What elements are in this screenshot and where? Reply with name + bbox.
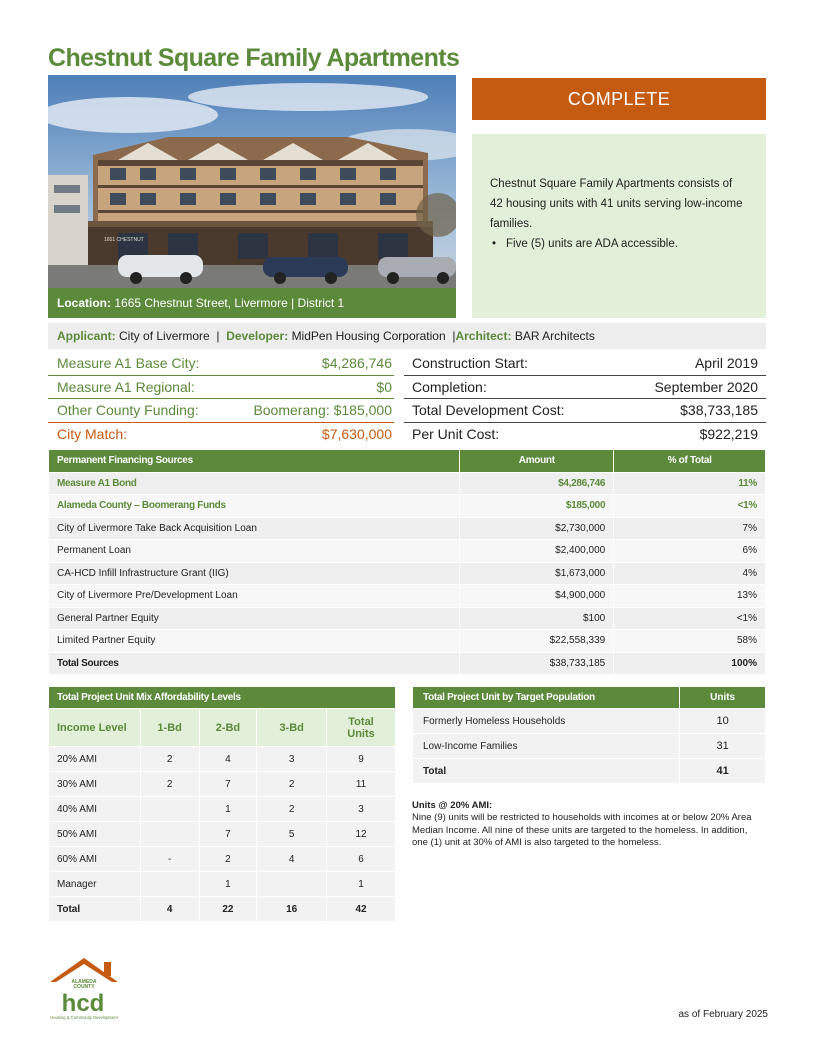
applicant-bar — [48, 323, 766, 349]
project-info-label: Per Unit Cost: — [412, 425, 500, 442]
source-cell: Alameda County – Boomerang Funds — [49, 495, 460, 518]
table-row — [49, 630, 766, 653]
table-cell: Total — [413, 759, 680, 784]
separator: | — [216, 329, 220, 343]
table-row — [49, 517, 766, 540]
table-row — [49, 797, 396, 822]
table-header-row — [49, 709, 396, 747]
pct-cell: 6% — [614, 540, 766, 563]
column-header: Amount — [460, 450, 614, 473]
table-row — [413, 734, 766, 759]
separator: | — [452, 329, 456, 343]
source-cell: City of Livermore Take Back Acquisition Loan — [49, 517, 460, 540]
column-header: Units — [680, 687, 766, 709]
pct-cell: 100% — [614, 652, 766, 675]
project-info-label: Construction Start: — [412, 355, 528, 371]
source-cell: Permanent Loan — [49, 540, 460, 563]
ami-note — [412, 800, 764, 849]
logo-letters: hcd — [61, 990, 105, 1017]
logo-tagline: Housing & Community Development — [50, 1015, 118, 1020]
table-cell: 9 — [327, 747, 396, 772]
table-cell: 50% AMI — [49, 822, 141, 847]
description-bullets — [490, 234, 746, 254]
funding-value: $0 — [376, 378, 392, 395]
table-cell: 4 — [140, 897, 199, 922]
table-cell: 30% AMI — [49, 772, 141, 797]
table-row — [49, 562, 766, 585]
table-cell: 2 — [257, 772, 327, 797]
table-header-row — [413, 687, 766, 709]
table-cell: 42 — [327, 897, 396, 922]
as-of-date: as of February 2025 — [678, 1009, 768, 1020]
table-cell: 1 — [327, 872, 396, 897]
table-cell: 4 — [199, 747, 257, 772]
target-population-table — [412, 686, 766, 784]
description-box — [472, 134, 766, 318]
table-cell: 3 — [257, 747, 327, 772]
table-cell: Low-Income Families — [413, 734, 680, 759]
column-header: Total Units — [327, 709, 396, 747]
table-cell: 22 — [199, 897, 257, 922]
funding-row — [48, 399, 766, 423]
table-cell: 1 — [199, 797, 257, 822]
logo-line1: ALAMEDA — [71, 979, 97, 985]
table-cell: 2 — [140, 772, 199, 797]
table-row — [49, 472, 766, 495]
pct-cell: 58% — [614, 630, 766, 653]
project-info-value: September 2020 — [654, 378, 758, 395]
table-header-row — [49, 450, 766, 473]
table-cell: 2 — [257, 797, 327, 822]
funding-label: Measure A1 Regional: — [57, 378, 195, 395]
table-row — [49, 747, 396, 772]
table-row — [413, 709, 766, 734]
funding-summary — [48, 352, 766, 446]
project-info-label: Total Development Cost: — [412, 402, 565, 418]
funding-row — [48, 376, 766, 400]
table-cell: 12 — [327, 822, 396, 847]
table-cell — [257, 872, 327, 897]
column-header: % of Total — [614, 450, 766, 473]
pct-cell: <1% — [614, 495, 766, 518]
table-cell: 6 — [327, 847, 396, 872]
source-cell: City of Livermore Pre/Development Loan — [49, 585, 460, 608]
unit-mix-table — [48, 686, 396, 922]
table-cell: 11 — [327, 772, 396, 797]
pct-cell: 4% — [614, 562, 766, 585]
table-cell: 7 — [199, 772, 257, 797]
description-text: Chestnut Square Family Apartments consists of 42 housing units with 41 units serving low-income families. — [490, 178, 743, 230]
funding-value: $4,286,746 — [321, 355, 392, 371]
building-sign: 1651 CHESTNUT — [104, 237, 144, 243]
table-cell: 20% AMI — [49, 747, 141, 772]
amount-cell: $185,000 — [460, 495, 614, 518]
table-cell: 16 — [257, 897, 327, 922]
table-cell — [140, 872, 199, 897]
column-header: Total Project Unit by Target Population — [413, 687, 680, 709]
applicant-label: Applicant: — [57, 329, 116, 343]
table-row — [49, 772, 396, 797]
ami-note-text: Nine (9) units will be restricted to households with incomes at or below 20% Area Median Income. All nine of these units are targeted to the homeless. In addition, one (1) unit at 30% of AMI is also targeted to the homeless. — [412, 812, 752, 848]
pct-cell: 13% — [614, 585, 766, 608]
permanent-financing-table — [48, 449, 766, 675]
funding-label: Other County Funding: — [57, 402, 199, 418]
funding-label: Measure A1 Base City: — [57, 355, 200, 371]
location-value: 1665 Chestnut Street, Livermore | District 1 — [114, 296, 345, 310]
table-row — [49, 495, 766, 518]
amount-cell: $38,733,185 — [460, 652, 614, 675]
funding-row — [48, 423, 766, 447]
amount-cell: $4,900,000 — [460, 585, 614, 608]
table-cell: 2 — [199, 847, 257, 872]
table-cell: 60% AMI — [49, 847, 141, 872]
project-info-label: Completion: — [412, 378, 487, 395]
table-cell: 7 — [199, 822, 257, 847]
amount-cell: $1,673,000 — [460, 562, 614, 585]
project-info-value: $38,733,185 — [680, 402, 758, 418]
table-total-row — [413, 759, 766, 784]
project-info-value: $922,219 — [699, 425, 758, 442]
project-info-value: April 2019 — [694, 355, 758, 371]
amount-cell: $4,286,746 — [460, 472, 614, 495]
location-bar — [48, 288, 456, 318]
table-row — [49, 540, 766, 563]
status-banner: COMPLETE — [472, 78, 766, 120]
amount-cell: $100 — [460, 607, 614, 630]
source-cell: Limited Partner Equity — [49, 630, 460, 653]
table-row — [49, 872, 396, 897]
table-cell: 2 — [140, 747, 199, 772]
location-label: Location: — [57, 296, 111, 310]
amount-cell: $2,730,000 — [460, 517, 614, 540]
architect-value: BAR Architects — [514, 329, 595, 343]
table-cell: 31 — [680, 734, 766, 759]
logo-line2: COUNTY — [73, 984, 95, 990]
table-row — [49, 822, 396, 847]
table-cell — [140, 822, 199, 847]
table-cell: 4 — [257, 847, 327, 872]
column-header: 3-Bd — [257, 709, 327, 747]
table-total-row — [49, 897, 396, 922]
column-header: Income Level — [49, 709, 141, 747]
table-cell — [140, 797, 199, 822]
column-header: Permanent Financing Sources — [49, 450, 460, 473]
funding-label: City Match: — [57, 425, 128, 442]
table-caption: Total Project Unit Mix Affordability Levels — [49, 687, 396, 709]
table-cell: 5 — [257, 822, 327, 847]
source-cell: CA-HCD Infill Infrastructure Grant (IIG) — [49, 562, 460, 585]
source-cell: Total Sources — [49, 652, 460, 675]
funding-value: $7,630,000 — [321, 425, 392, 442]
ami-note-title: Units @ 20% AMI: — [412, 800, 493, 811]
table-cell: 41 — [680, 759, 766, 784]
pct-cell: 7% — [614, 517, 766, 540]
funding-value: Boomerang: $185,000 — [253, 402, 392, 418]
table-caption-row — [49, 687, 396, 709]
amount-cell: $22,558,339 — [460, 630, 614, 653]
pct-cell: <1% — [614, 607, 766, 630]
table-cell: - — [140, 847, 199, 872]
table-total-row — [49, 652, 766, 675]
hcd-logo — [46, 956, 124, 1022]
funding-row — [48, 352, 766, 376]
source-cell: Measure A1 Bond — [49, 472, 460, 495]
column-header: 1-Bd — [140, 709, 199, 747]
table-row — [49, 607, 766, 630]
table-cell: Formerly Homeless Households — [413, 709, 680, 734]
amount-cell: $2,400,000 — [460, 540, 614, 563]
developer-value: MidPen Housing Corporation — [291, 329, 446, 343]
table-cell: 1 — [199, 872, 257, 897]
table-row — [49, 585, 766, 608]
developer-label: Developer: — [226, 329, 289, 343]
table-cell: Total — [49, 897, 141, 922]
column-header: 2-Bd — [199, 709, 257, 747]
building-photo — [48, 75, 456, 288]
source-cell: General Partner Equity — [49, 607, 460, 630]
description-bullet: • Five (5) units are ADA accessible. — [490, 234, 746, 254]
table-cell: 10 — [680, 709, 766, 734]
applicant-value: City of Livermore — [119, 329, 210, 343]
table-cell: Manager — [49, 872, 141, 897]
table-row — [49, 847, 396, 872]
table-cell: 40% AMI — [49, 797, 141, 822]
architect-label: Architect: — [455, 329, 512, 343]
pct-cell: 11% — [614, 472, 766, 495]
page-title: Chestnut Square Family Apartments — [48, 44, 460, 72]
table-cell: 3 — [327, 797, 396, 822]
